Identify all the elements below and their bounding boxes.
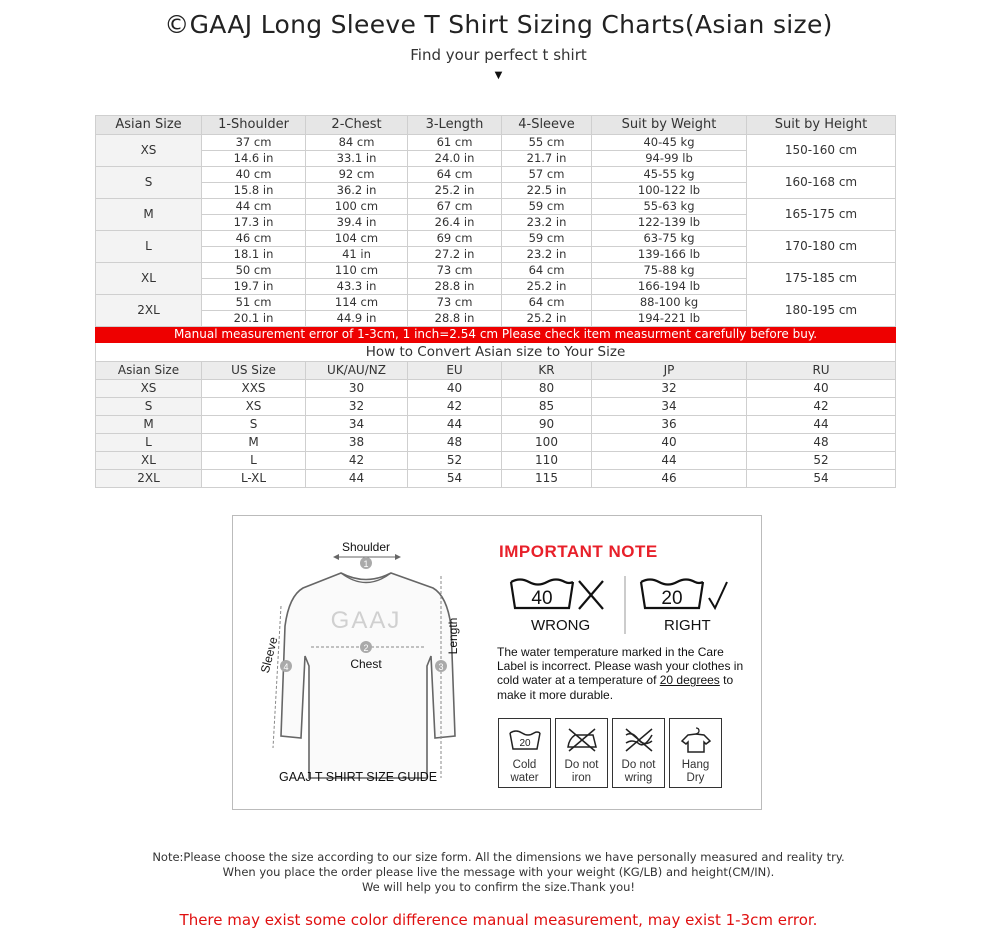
height-cell: 150-160 cm [747, 135, 896, 167]
table-cell: 166-194 lb [592, 279, 747, 295]
table-cell: 54 [747, 470, 896, 488]
table-cell: 14.6 in [202, 151, 306, 167]
table-cell: 42 [306, 452, 408, 470]
color-difference-warning: There may exist some color difference manual measurement, may exist 1-3cm error. [179, 911, 818, 929]
table-cell: 27.2 in [408, 247, 502, 263]
height-cell: 170-180 cm [747, 231, 896, 263]
hang-dry-icon [679, 725, 713, 753]
measurement-error-text: Manual measurement error of 1-3cm, 1 inch=2.54 cm Please check item measurment carefully before buy. [96, 327, 896, 343]
table-cell: 52 [408, 452, 502, 470]
care-line-1: Cold [512, 759, 537, 771]
table-cell: 28.8 in [408, 311, 502, 327]
length-label: Length [446, 617, 460, 655]
table-cell: 33.1 in [306, 151, 408, 167]
care-line-2: wring [624, 771, 653, 784]
down-arrow-icon: ▼ [494, 70, 503, 81]
table-cell: 100 [502, 434, 592, 452]
table-cell: 110 cm [306, 263, 408, 279]
care-icon-label [670, 759, 721, 784]
wrong-label: WRONG [531, 617, 591, 634]
height-cell: 165-175 cm [747, 199, 896, 231]
table-cell: 18.1 in [202, 247, 306, 263]
footer-note-line: We will help you to confirm the size.Thank you! [361, 880, 636, 894]
size-cell: 2XL [96, 295, 202, 327]
chest-label: Chest [350, 657, 382, 671]
do-not-wring-icon [622, 725, 656, 753]
table-cell: 48 [408, 434, 502, 452]
table-cell: M [202, 434, 306, 452]
table-cell: S [96, 398, 202, 416]
header-cell: 2-Chest [306, 116, 408, 135]
table-cell: 55 cm [502, 135, 592, 151]
table-cell: 32 [592, 380, 747, 398]
table-cell: 59 cm [502, 231, 592, 247]
wrong-x-icon [579, 581, 603, 609]
table-cell: 39.4 in [306, 215, 408, 231]
table-cell: 59 cm [502, 199, 592, 215]
sleeve-label: Sleeve [257, 635, 281, 675]
table-cell: 42 [408, 398, 502, 416]
table-row [96, 380, 896, 398]
footer-note-line: When you place the order please live the message with your weight (KG/LB) and height(CM/IN). [222, 865, 775, 879]
table-cell: 122-139 lb [592, 215, 747, 231]
table-cell: L [202, 452, 306, 470]
table-cell: L-XL [202, 470, 306, 488]
shirt-outline [281, 573, 455, 778]
table-cell: 50 cm [202, 263, 306, 279]
marker-number: 1 [363, 559, 369, 569]
table-cell: 20.1 in [202, 311, 306, 327]
header-cell: 3-Length [408, 116, 502, 135]
table-cell: 36 [592, 416, 747, 434]
table-cell: 100-122 lb [592, 183, 747, 199]
table-cell: 26.4 in [408, 215, 502, 231]
marker-number: 3 [438, 662, 444, 672]
header-cell: EU [408, 362, 502, 380]
table-row [96, 167, 896, 183]
header-cell: Asian Size [96, 362, 202, 380]
table-cell: 67 cm [408, 199, 502, 215]
table-cell: 80 [502, 380, 592, 398]
size-cell: L [96, 231, 202, 263]
table-cell: 23.2 in [502, 215, 592, 231]
wash-temp: 20 [661, 588, 683, 609]
number-marker-4 [280, 660, 292, 672]
table-row [96, 398, 896, 416]
page-title: ©GAAJ Long Sleeve T Shirt Sizing Charts(Asian size) [164, 10, 833, 39]
table-cell: 23.2 in [502, 247, 592, 263]
care-icon-label [613, 759, 664, 784]
table-cell: 34 [592, 398, 747, 416]
table-row [96, 434, 896, 452]
table-cell: 42 [747, 398, 896, 416]
table-cell: 34 [306, 416, 408, 434]
table-cell: 63-75 kg [592, 231, 747, 247]
table-cell: 37 cm [202, 135, 306, 151]
care-note-text-end: to make it more durable. [497, 673, 734, 702]
care-icon-cold-water [498, 718, 551, 788]
table-cell: 36.2 in [306, 183, 408, 199]
care-line-1: Do not [621, 759, 656, 771]
care-label-note [497, 645, 747, 702]
table-cell: 40 cm [202, 167, 306, 183]
table-cell: 88-100 kg [592, 295, 747, 311]
table-cell: 43.3 in [306, 279, 408, 295]
table-cell: 40 [747, 380, 896, 398]
table-cell: 15.8 in [202, 183, 306, 199]
table-cell: 100 cm [306, 199, 408, 215]
conversion-header-row [96, 362, 896, 380]
table-cell: 46 [592, 470, 747, 488]
care-line-2: iron [571, 771, 592, 784]
table-cell: XS [202, 398, 306, 416]
header-cell: 4-Sleeve [502, 116, 592, 135]
table-cell: XS [96, 380, 202, 398]
table-cell: M [96, 416, 202, 434]
header-cell: KR [502, 362, 592, 380]
table-cell: 25.2 in [408, 183, 502, 199]
table-cell: 52 [747, 452, 896, 470]
header-cell: Suit by Weight [592, 116, 747, 135]
table-cell: 21.7 in [502, 151, 592, 167]
table-cell: 94-99 lb [592, 151, 747, 167]
table-cell: 22.5 in [502, 183, 592, 199]
marker-number: 4 [283, 662, 289, 672]
table-cell: 55-63 kg [592, 199, 747, 215]
table-cell: S [202, 416, 306, 434]
table-cell: 64 cm [502, 263, 592, 279]
table-cell: 40 [408, 380, 502, 398]
header-cell: JP [592, 362, 747, 380]
size-cell: XL [96, 263, 202, 295]
table-cell: 45-55 kg [592, 167, 747, 183]
important-note-title: IMPORTANT NOTE [499, 542, 658, 561]
table-cell: 139-166 lb [592, 247, 747, 263]
table-cell: 44 [747, 416, 896, 434]
table-row [96, 231, 896, 247]
number-marker-2 [360, 641, 372, 653]
table-cell: 54 [408, 470, 502, 488]
size-chart-table [95, 115, 896, 488]
table-cell: 61 cm [408, 135, 502, 151]
table-cell: 28.8 in [408, 279, 502, 295]
table-cell: L [96, 434, 202, 452]
header-cell: Suit by Height [747, 116, 896, 135]
table-cell: 38 [306, 434, 408, 452]
care-icon-do-not-wring [612, 718, 665, 788]
care-line-1: Do not [564, 759, 599, 771]
table-cell: 46 cm [202, 231, 306, 247]
care-icon-label [499, 759, 550, 784]
table-row [96, 416, 896, 434]
care-temp: 20 [519, 738, 531, 749]
care-note-emphasis: 20 degrees [659, 673, 720, 688]
table-cell: 41 in [306, 247, 408, 263]
footer-note-line: Note:Please choose the size according to our size form. All the dimensions we have personally measured and reality try. [152, 850, 845, 864]
size-cell: S [96, 167, 202, 199]
size-table-header [96, 116, 896, 135]
table-cell: XXS [202, 380, 306, 398]
table-cell: 73 cm [408, 295, 502, 311]
table-cell: 114 cm [306, 295, 408, 311]
table-cell: 64 cm [408, 167, 502, 183]
table-row [96, 470, 896, 488]
do-not-iron-icon [565, 725, 599, 753]
size-cell: XS [96, 135, 202, 167]
care-icon-do-not-iron [555, 718, 608, 788]
table-cell: 64 cm [502, 295, 592, 311]
shirt-logo: GAAJ [330, 607, 402, 634]
table-cell: 44 cm [202, 199, 306, 215]
table-cell: 110 [502, 452, 592, 470]
table-cell: 73 cm [408, 263, 502, 279]
wash-40-icon [511, 580, 573, 610]
table-cell: 30 [306, 380, 408, 398]
table-cell: 115 [502, 470, 592, 488]
size-cell: M [96, 199, 202, 231]
height-cell: 175-185 cm [747, 263, 896, 295]
table-cell: 40-45 kg [592, 135, 747, 151]
table-row [96, 135, 896, 151]
size-guide-caption: GAAJ T SHIRT SIZE GUIDE [279, 770, 438, 784]
table-cell: 25.2 in [502, 311, 592, 327]
care-line-2: Dry [686, 771, 705, 784]
header-cell: RU [747, 362, 896, 380]
header-cell: 1-Shoulder [202, 116, 306, 135]
table-cell: 75-88 kg [592, 263, 747, 279]
table-cell: 2XL [96, 470, 202, 488]
table-row [96, 199, 896, 215]
header-cell: US Size [202, 362, 306, 380]
right-label: RIGHT [664, 617, 711, 634]
table-cell: 85 [502, 398, 592, 416]
table-cell: 69 cm [408, 231, 502, 247]
care-note-text: The water temperature marked in the Care Label is incorrect. Please wash your clothes in cold water at a temperature of [497, 645, 744, 688]
table-cell: 51 cm [202, 295, 306, 311]
table-row [96, 263, 896, 279]
table-cell: 40 [592, 434, 747, 452]
table-cell: 44 [592, 452, 747, 470]
header-cell: UK/AU/NZ [306, 362, 408, 380]
wash-20-icon [641, 580, 703, 610]
marker-number: 2 [363, 643, 369, 653]
table-cell: 44 [408, 416, 502, 434]
number-marker-1 [360, 557, 372, 569]
table-cell: 44.9 in [306, 311, 408, 327]
size-guide-panel [232, 515, 762, 810]
table-cell: 32 [306, 398, 408, 416]
number-marker-3 [435, 660, 447, 672]
header-cell: Asian Size [96, 116, 202, 135]
table-cell: 194-221 lb [592, 311, 747, 327]
table-cell: 48 [747, 434, 896, 452]
right-check-icon [709, 582, 727, 608]
table-cell: 17.3 in [202, 215, 306, 231]
page-subtitle: Find your perfect t shirt [410, 46, 587, 64]
table-row [96, 295, 896, 311]
conversion-title: How to Convert Asian size to Your Size [96, 343, 896, 362]
measurement-error-banner [96, 327, 896, 343]
shoulder-label: Shoulder [341, 540, 391, 554]
table-cell: 44 [306, 470, 408, 488]
table-cell: 92 cm [306, 167, 408, 183]
table-cell: 25.2 in [502, 279, 592, 295]
table-cell: 84 cm [306, 135, 408, 151]
conversion-title-row [96, 343, 896, 362]
table-cell: XL [96, 452, 202, 470]
table-cell: 104 cm [306, 231, 408, 247]
table-cell: 90 [502, 416, 592, 434]
table-row [96, 452, 896, 470]
care-icon-hang-dry [669, 718, 722, 788]
table-cell: 57 cm [502, 167, 592, 183]
height-cell: 180-195 cm [747, 295, 896, 327]
table-cell: 19.7 in [202, 279, 306, 295]
care-line-2: water [510, 771, 539, 784]
care-icon-label [556, 759, 607, 784]
footer-note [0, 850, 997, 895]
wash-temp: 40 [531, 588, 553, 609]
sleeve-arrow [273, 606, 281, 748]
table-cell: 24.0 in [408, 151, 502, 167]
height-cell: 160-168 cm [747, 167, 896, 199]
cold-water-icon [508, 725, 542, 753]
care-line-1: Hang [681, 759, 710, 771]
